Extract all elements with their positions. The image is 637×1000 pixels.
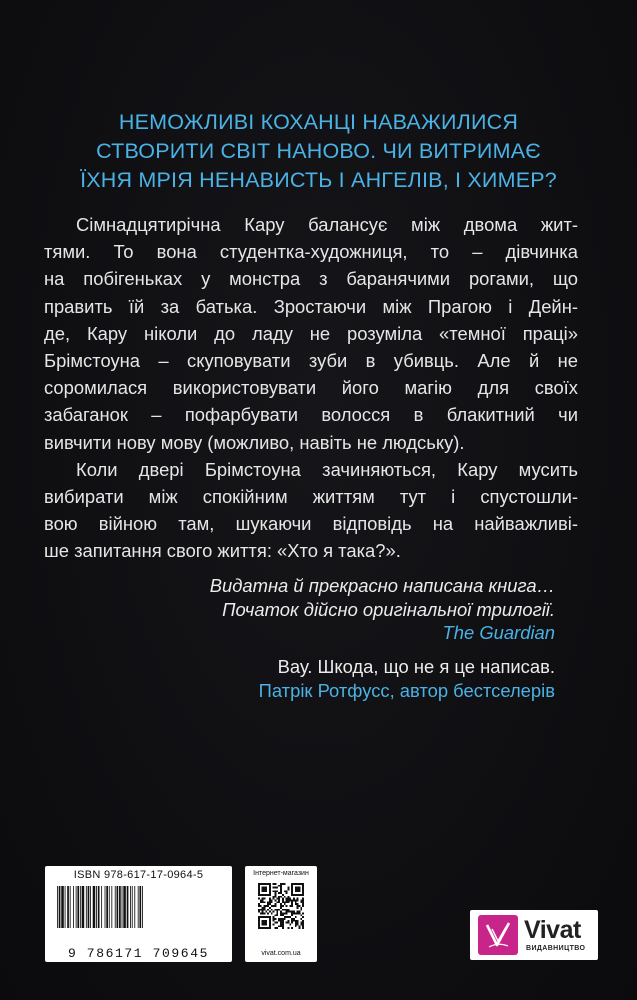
quote-line: Початок дійсно оригінальної трилогії.	[222, 598, 555, 620]
qr-module	[276, 898, 278, 900]
qr-module	[287, 901, 289, 903]
barcode-bar	[139, 886, 141, 928]
qr-module	[280, 890, 282, 892]
qr-module	[273, 923, 275, 925]
qr-module	[284, 901, 286, 903]
qr-module	[278, 885, 280, 887]
qr-module	[295, 920, 297, 922]
qr-module	[273, 911, 275, 913]
qr-module	[302, 923, 304, 925]
qr-module	[282, 905, 284, 907]
qr-module	[282, 883, 284, 885]
qr-module	[286, 905, 288, 907]
qr-module	[280, 911, 282, 913]
qr-module	[280, 883, 282, 885]
barcode-bar	[90, 886, 91, 928]
qr-module	[278, 898, 280, 900]
qr-module	[289, 916, 291, 918]
barcode-bar	[77, 886, 79, 928]
qr-module	[280, 903, 282, 905]
barcode-digits: 9 786171 709645	[67, 946, 210, 961]
qr-module	[286, 916, 288, 918]
barcode-bar	[138, 886, 139, 928]
qr-module	[297, 923, 299, 925]
synopsis-line: Сімнадцятирічна Кару балансує між двома жит-	[76, 214, 578, 235]
qr-module	[275, 883, 277, 885]
qr-module	[287, 909, 289, 911]
qr-module	[275, 896, 277, 898]
qr-module	[264, 912, 266, 914]
barcode-bar	[123, 886, 126, 928]
qr-module	[284, 916, 286, 918]
qr-module	[262, 900, 264, 902]
qr-module	[300, 901, 302, 903]
qr-module	[264, 905, 266, 907]
qr-module	[262, 887, 268, 893]
qr-module	[291, 911, 293, 913]
barcode-bar	[76, 886, 77, 928]
qr-module	[275, 890, 277, 892]
qr-module	[302, 905, 304, 907]
qr-module	[276, 887, 278, 889]
barcode-bar	[105, 886, 106, 928]
qr-module	[289, 923, 291, 925]
barcode-bar	[132, 886, 133, 928]
review-quote-guardian	[210, 574, 555, 645]
qr-module	[278, 900, 280, 902]
vivat-logo-mark-icon	[478, 915, 518, 955]
barcode-bar	[119, 886, 121, 928]
qr-module	[280, 912, 282, 914]
headline-line: ЇХНЯ МРІЯ НЕНАВИСТЬ І АНГЕЛІВ, І ХИМЕР?	[80, 168, 557, 192]
qr-module	[284, 890, 286, 892]
tagline-headline	[40, 108, 597, 195]
qr-module	[295, 916, 297, 918]
barcode-bar	[106, 886, 108, 928]
qr-module	[302, 920, 304, 922]
qr-module	[297, 900, 299, 902]
qr-module	[286, 901, 288, 903]
synopsis-line: Коли двері Брімстоуна зачиняються, Кару мусить	[76, 458, 578, 480]
barcode-bar	[67, 886, 69, 928]
qr-module	[286, 898, 288, 900]
barcode-bar	[130, 886, 131, 928]
qr-module	[291, 920, 293, 922]
barcode-bar	[73, 886, 74, 928]
synopsis-line: забаганок – пофарбувати волосся в блакитний чи	[44, 404, 578, 426]
qr-module	[293, 918, 295, 920]
qr-module	[271, 909, 273, 911]
qr-module	[276, 914, 278, 916]
qr-label-top: Інтернет-магазин	[253, 870, 309, 877]
qr-module	[276, 927, 278, 929]
qr-module	[280, 925, 282, 927]
qr-module	[289, 911, 291, 913]
qr-module	[291, 927, 293, 929]
qr-module	[293, 912, 295, 914]
qr-module	[297, 911, 299, 913]
qr-module	[293, 911, 295, 913]
qr-module	[287, 922, 289, 924]
qr-module	[275, 914, 277, 916]
qr-module	[258, 911, 260, 913]
synopsis-line: де, Кару ніколи до ладу не розуміла «темної праці»	[44, 322, 578, 344]
qr-module	[273, 896, 275, 898]
qr-module	[282, 898, 284, 900]
qr-module	[284, 896, 286, 898]
qr-module	[264, 898, 266, 900]
qr-module	[282, 912, 284, 914]
qr-module	[269, 911, 271, 913]
barcode-bar	[80, 886, 81, 928]
qr-module	[262, 909, 264, 911]
qr-module	[260, 909, 262, 911]
qr-module	[260, 900, 262, 902]
qr-module	[269, 900, 271, 902]
qr-label-bottom: vivat.com.ua	[261, 950, 301, 957]
qr-module	[282, 909, 284, 911]
qr-module	[278, 925, 280, 927]
qr-module	[287, 911, 289, 913]
qr-module	[297, 907, 299, 909]
qr-module	[302, 925, 304, 927]
qr-module	[275, 922, 277, 924]
qr-module	[262, 907, 264, 909]
qr-module	[297, 920, 299, 922]
qr-module	[297, 912, 299, 914]
qr-module	[271, 912, 273, 914]
qr-module	[286, 890, 288, 892]
qr-module	[291, 922, 293, 924]
quote-line: Вау. Шкода, що не я це написав.	[277, 656, 555, 677]
synopsis-line: ше запитання свого життя: «Хто я така?».	[44, 540, 401, 562]
barcode-bar	[122, 886, 123, 928]
qr-module	[295, 900, 297, 902]
qr-module	[302, 903, 304, 905]
qr-module	[284, 883, 286, 885]
barcode-bar	[82, 886, 85, 928]
qr-module	[278, 896, 280, 898]
qr-module	[273, 890, 275, 892]
qr-module	[260, 901, 262, 903]
qr-module	[298, 912, 300, 914]
qr-module	[293, 920, 295, 922]
synopsis-line: вивчити нову мову (можливо, навіть не людську).	[44, 431, 465, 453]
qr-module	[287, 898, 289, 900]
qr-module	[276, 922, 278, 924]
qr-module	[291, 901, 293, 903]
qr-module	[286, 892, 288, 894]
qr-module	[280, 892, 282, 894]
qr-module	[291, 903, 293, 905]
barcode-bar	[96, 886, 97, 928]
qr-module	[293, 900, 295, 902]
qr-module	[282, 925, 284, 927]
qr-module	[291, 900, 293, 902]
qr-module	[295, 901, 297, 903]
qr-module	[282, 900, 284, 902]
qr-module	[300, 923, 302, 925]
qr-module	[282, 914, 284, 916]
quote-source: Патрік Ротфусс, автор бестселерів	[258, 679, 555, 701]
qr-module	[273, 918, 275, 920]
qr-module	[262, 898, 264, 900]
qr-module	[280, 887, 282, 889]
qr-module	[284, 918, 286, 920]
qr-module	[297, 922, 299, 924]
qr-module	[287, 927, 289, 929]
qr-module	[291, 912, 293, 914]
qr-module	[280, 896, 282, 898]
qr-module	[280, 907, 282, 909]
qr-module	[275, 892, 277, 894]
barcode-bar	[98, 886, 100, 928]
qr-module	[276, 912, 278, 914]
qr-module	[278, 909, 280, 911]
qr-module	[295, 903, 297, 905]
qr-module	[293, 898, 295, 900]
qr-module	[300, 900, 302, 902]
qr-module	[260, 905, 262, 907]
qr-module	[282, 920, 284, 922]
qr-module	[258, 898, 260, 900]
qr-module	[295, 887, 301, 893]
qr-module	[286, 922, 288, 924]
qr-module	[278, 920, 280, 922]
qr-code-block	[245, 866, 317, 962]
synopsis-line: Брімстоуна – скуповувати зуби в убивць. Але й не	[44, 350, 578, 372]
qr-module	[276, 909, 278, 911]
qr-module	[258, 905, 260, 907]
qr-module	[287, 900, 289, 902]
synopsis	[44, 211, 578, 565]
qr-module	[289, 900, 291, 902]
qr-module	[298, 925, 300, 927]
qr-module	[264, 901, 266, 903]
qr-module	[280, 905, 282, 907]
barcode-bar	[109, 886, 110, 928]
qr-module	[287, 887, 289, 889]
barcode-bar	[65, 886, 66, 928]
barcode-bar	[134, 886, 135, 928]
barcode-bar	[70, 886, 71, 928]
synopsis-line: соромилася використовувати його магію для своїх	[44, 377, 578, 399]
qr-module	[284, 912, 286, 914]
barcode-bar	[86, 886, 87, 928]
quote-source: The Guardian	[442, 622, 555, 643]
qr-module	[271, 901, 273, 903]
qr-module	[302, 900, 304, 902]
qr-module	[286, 900, 288, 902]
qr-module	[275, 894, 277, 896]
qr-module	[262, 911, 264, 913]
qr-module	[275, 909, 277, 911]
qr-module	[291, 918, 293, 920]
qr-module	[273, 887, 275, 889]
barcode-bar	[88, 886, 90, 928]
isbn-barcode-block	[45, 866, 232, 962]
qr-module	[287, 896, 289, 898]
qr-module	[262, 901, 264, 903]
qr-module	[282, 923, 284, 925]
qr-module	[302, 901, 304, 903]
qr-module	[262, 912, 264, 914]
barcode-bar	[115, 886, 116, 928]
qr-module	[291, 914, 293, 916]
qr-module	[258, 909, 260, 911]
publisher-logo	[470, 910, 598, 960]
qr-module	[273, 905, 275, 907]
review-quote-rothfuss	[259, 655, 555, 702]
qr-module	[286, 911, 288, 913]
headline-line: СТВОРИТИ СВІТ НАНОВО. ЧИ ВИТРИМАЄ	[96, 139, 541, 163]
qr-module	[280, 914, 282, 916]
synopsis-line: тями. То вона студентка-художниця, то – дівчинка	[44, 241, 578, 263]
qr-module	[302, 912, 304, 914]
qr-module	[297, 898, 299, 900]
qr-module	[300, 914, 302, 916]
barcode-bar	[101, 886, 102, 928]
qr-module	[286, 912, 288, 914]
quote-line: Видатна й прекрасно написана книга…	[209, 575, 555, 596]
qr-module	[295, 923, 297, 925]
isbn-number: ISBN 978-617-17-0964-5	[73, 869, 204, 881]
synopsis-line: править їй за батька. Зростаючи між Прагою і Дейн-	[44, 295, 578, 317]
qr-module	[260, 912, 262, 914]
qr-module	[275, 927, 277, 929]
qr-module	[262, 920, 268, 926]
publisher-name: Vivat	[524, 916, 581, 944]
qr-module	[302, 916, 304, 918]
qr-module	[298, 911, 300, 913]
barcode-bar	[93, 886, 96, 928]
qr-module	[302, 927, 304, 929]
qr-module	[282, 901, 284, 903]
barcode-bar	[111, 886, 112, 928]
synopsis-line: вою війною там, шукаючи відповідь на найважливі-	[44, 513, 578, 535]
qr-module	[302, 922, 304, 924]
qr-module	[286, 909, 288, 911]
qr-module	[275, 887, 277, 889]
qr-module	[273, 920, 275, 922]
qr-module	[267, 905, 269, 907]
barcode-icon	[54, 886, 226, 944]
qr-module	[269, 907, 271, 909]
qr-module	[302, 898, 304, 900]
qr-module	[295, 912, 297, 914]
qr-module	[291, 905, 293, 907]
headline-line: НЕМОЖЛИВІ КОХАНЦІ НАВАЖИЛИСЯ	[118, 110, 519, 134]
synopsis-line: вибирати між спокійним життям тут і спустошли-	[44, 486, 578, 508]
qr-module	[269, 903, 271, 905]
qr-module	[267, 909, 269, 911]
publisher-subtitle: ВИДАВНИЦТВО	[526, 945, 586, 952]
qr-module	[282, 922, 284, 924]
qr-module	[280, 923, 282, 925]
qr-module	[297, 903, 299, 905]
qr-module	[271, 905, 273, 907]
qr-module	[297, 905, 299, 907]
qr-module	[273, 916, 275, 918]
qr-module	[280, 885, 282, 887]
qr-module	[269, 898, 271, 900]
qr-module	[276, 890, 278, 892]
qr-module	[271, 900, 273, 902]
qr-module	[273, 898, 275, 900]
qr-module	[298, 905, 300, 907]
qr-module	[275, 903, 277, 905]
barcode-bar	[61, 886, 64, 928]
qr-module	[264, 907, 266, 909]
qr-module	[287, 916, 289, 918]
qr-module	[282, 927, 284, 929]
qr-module	[275, 900, 277, 902]
qr-module	[300, 907, 302, 909]
qr-module	[295, 925, 297, 927]
qr-module	[258, 903, 260, 905]
qr-module	[287, 920, 289, 922]
qr-module	[298, 927, 300, 929]
qr-module	[287, 889, 289, 891]
qr-module	[278, 892, 280, 894]
qr-module	[269, 901, 271, 903]
qr-module	[276, 901, 278, 903]
qr-module	[280, 918, 282, 920]
barcode-bar	[117, 886, 119, 928]
qr-module	[300, 922, 302, 924]
qr-module	[280, 920, 282, 922]
qr-module	[295, 922, 297, 924]
qr-module	[273, 883, 275, 885]
qr-module	[264, 909, 266, 911]
qr-module	[289, 898, 291, 900]
qr-module	[284, 903, 286, 905]
qr-module	[280, 889, 282, 891]
qr-module	[278, 918, 280, 920]
barcode-bar	[59, 886, 61, 928]
qr-module	[284, 909, 286, 911]
qr-code-icon	[258, 883, 304, 929]
qr-module	[267, 901, 269, 903]
barcode-bar	[142, 886, 143, 928]
qr-module	[275, 918, 277, 920]
qr-module	[267, 903, 269, 905]
qr-module	[282, 894, 284, 896]
qr-module	[300, 909, 302, 911]
qr-module	[280, 922, 282, 924]
qr-module	[275, 905, 277, 907]
qr-module	[282, 918, 284, 920]
synopsis-line: на побігеньках у монстра з баранячими рогами, що	[44, 268, 578, 290]
barcode-bar	[57, 886, 58, 928]
qr-module	[265, 911, 267, 913]
qr-module	[276, 911, 278, 913]
qr-module	[300, 918, 302, 920]
qr-module	[278, 901, 280, 903]
qr-module	[289, 905, 291, 907]
barcode-bar	[127, 886, 129, 928]
qr-module	[267, 912, 269, 914]
qr-module	[265, 905, 267, 907]
